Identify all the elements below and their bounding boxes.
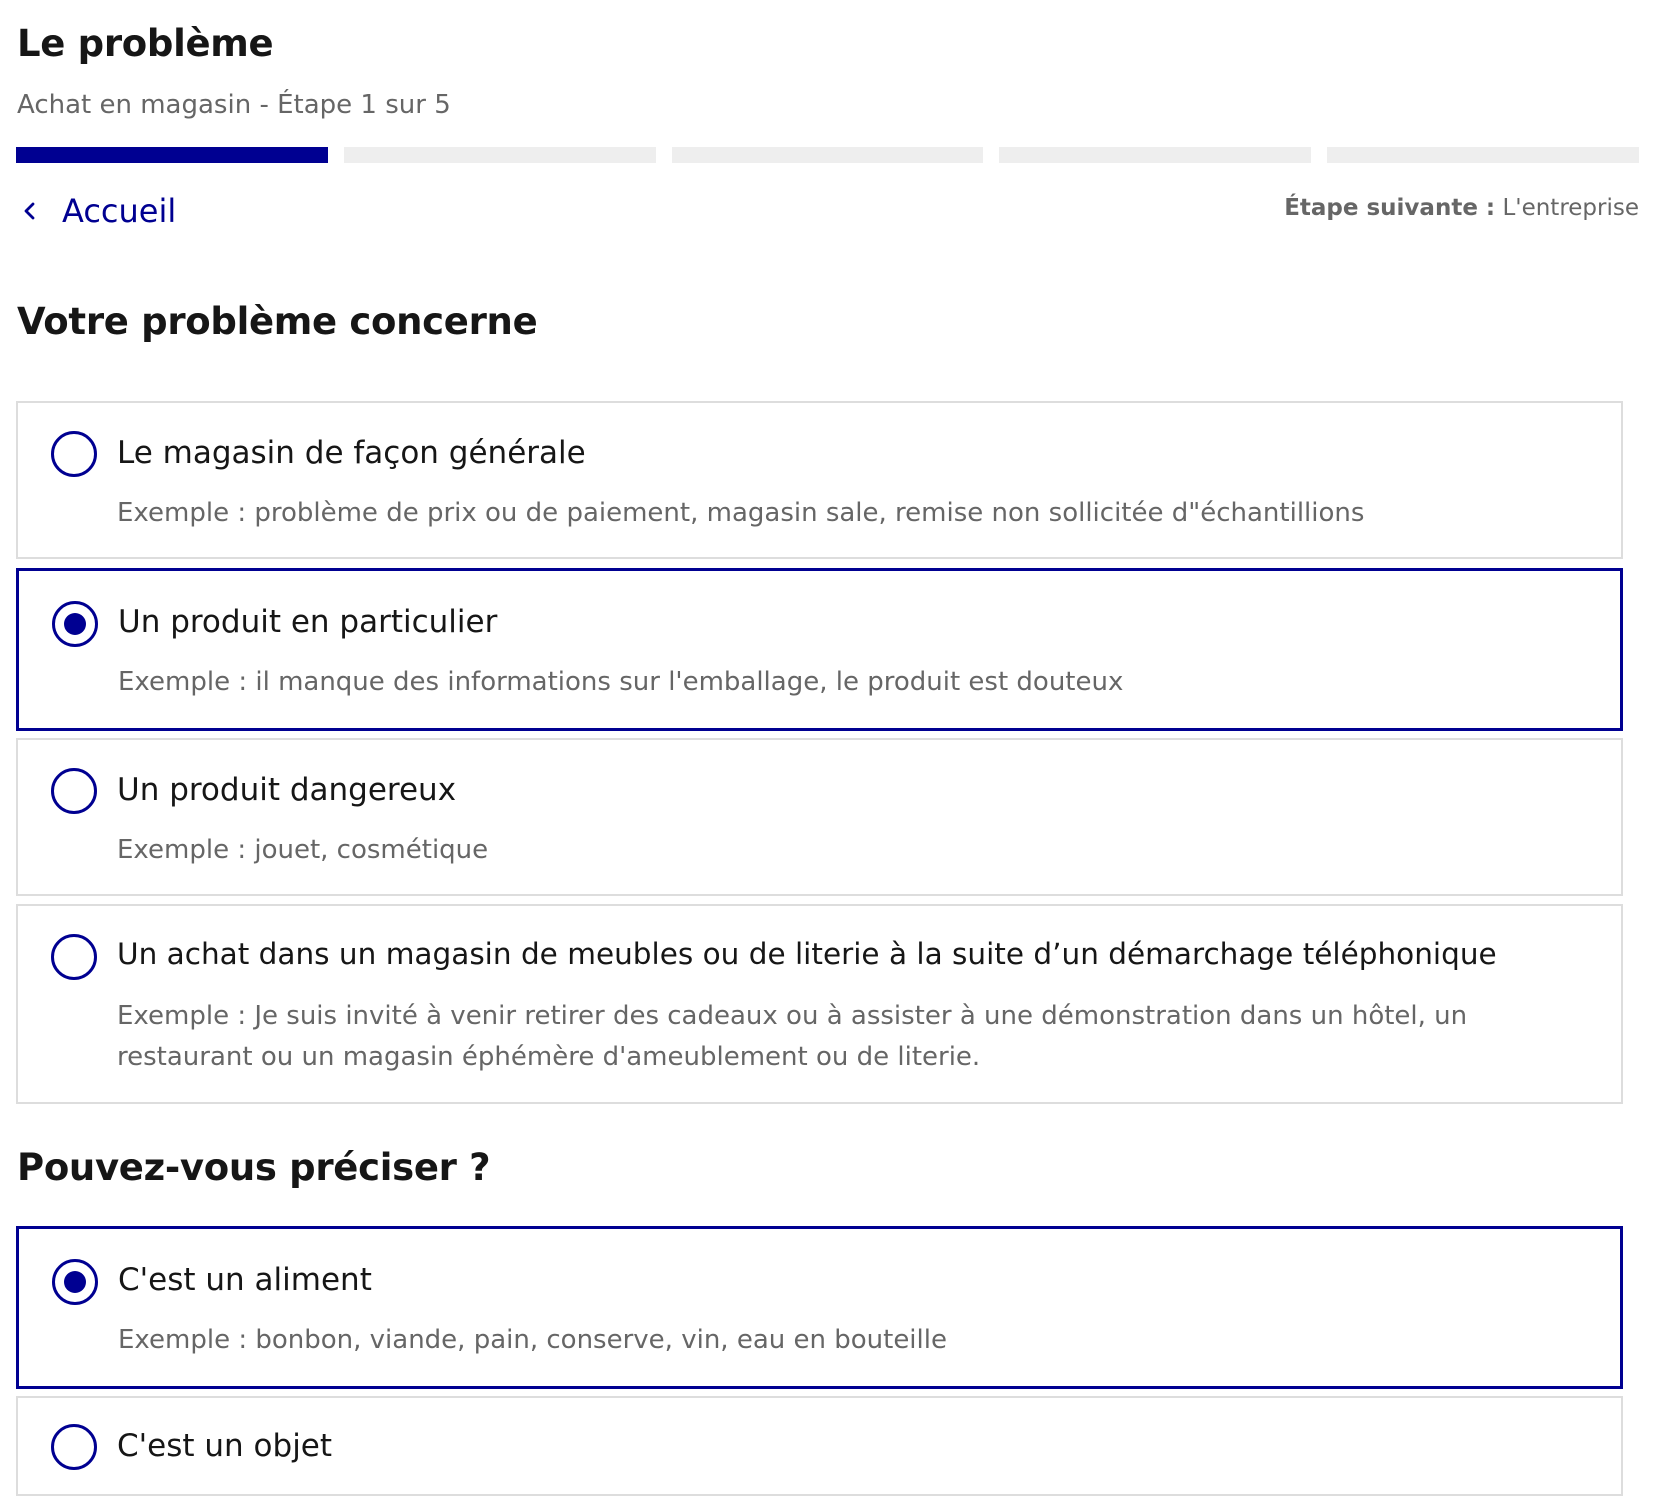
option-hint: Exemple : problème de prix ou de paiement, magasin sale, remise non sollicitée d"échantillions <box>117 498 1365 528</box>
option-label: Un achat dans un magasin de meubles ou de literie à la suite d’un démarchage téléphonique <box>117 937 1497 971</box>
option-hint: Exemple : bonbon, viande, pain, conserve, vin, eau en bouteille <box>118 1325 947 1355</box>
progress-segment <box>672 147 984 163</box>
back-link-home[interactable] <box>18 192 176 230</box>
radio-button[interactable] <box>52 1259 98 1305</box>
option-label: Le magasin de façon générale <box>117 435 586 471</box>
next-step-indicator <box>1284 195 1639 221</box>
chevron-left-icon <box>18 199 42 223</box>
radio-button[interactable] <box>51 431 97 477</box>
progress-segment <box>344 147 656 163</box>
radio-option[interactable] <box>16 904 1623 1104</box>
radio-option[interactable] <box>16 1226 1623 1389</box>
option-hint: Exemple : jouet, cosmétique <box>117 835 489 865</box>
radio-option[interactable] <box>16 1396 1623 1496</box>
progress-segment <box>999 147 1311 163</box>
progress-stepper <box>16 147 1639 163</box>
radio-dot <box>64 613 86 635</box>
option-label: C'est un aliment <box>118 1262 372 1298</box>
progress-segment <box>1327 147 1639 163</box>
question-title: Votre problème concerne <box>17 300 538 343</box>
radio-button[interactable] <box>51 934 97 980</box>
option-hint: Exemple : Je suis invité à venir retirer des cadeaux ou à assister à une démonstration dans un hôtel, un restaurant ou un magasin éphémère d'ameublement ou de literie. <box>117 1001 1468 1072</box>
step-subtitle: Achat en magasin - Étape 1 sur 5 <box>17 90 451 120</box>
radio-button[interactable] <box>51 768 97 814</box>
radio-option[interactable] <box>16 738 1623 896</box>
option-hint: Exemple : il manque des informations sur l'emballage, le produit est douteux <box>118 667 1124 697</box>
option-label: Un produit dangereux <box>117 772 457 808</box>
question-title: Pouvez-vous préciser ? <box>17 1146 491 1189</box>
option-label: Un produit en particulier <box>118 604 498 640</box>
progress-segment <box>16 147 328 163</box>
back-link-label: Accueil <box>62 192 177 230</box>
radio-dot <box>64 1271 86 1293</box>
option-label: C'est un objet <box>117 1428 333 1464</box>
radio-button[interactable] <box>52 601 98 647</box>
page-title: Le problème <box>17 22 274 65</box>
radio-option[interactable] <box>16 568 1623 731</box>
next-step-label: Étape suivante : <box>1284 195 1496 221</box>
radio-option[interactable] <box>16 401 1623 559</box>
next-step-value: L'entreprise <box>1502 195 1639 221</box>
radio-button[interactable] <box>51 1424 97 1470</box>
